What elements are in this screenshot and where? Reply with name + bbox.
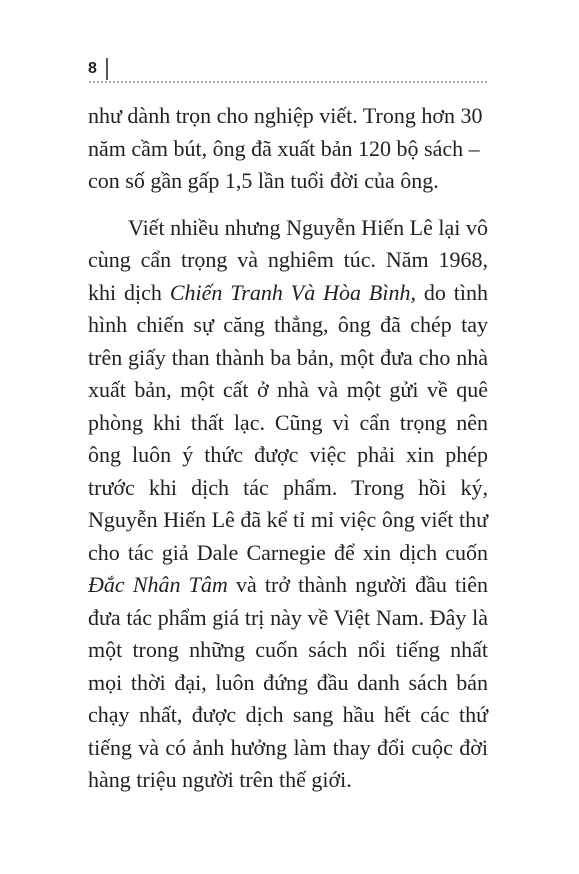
page-header (88, 56, 488, 86)
book-title-dac-nhan-tam: Đắc Nhân Tâm (88, 572, 228, 597)
paragraph-2-text-b: do tình hình chiến sự căng thẳng, ông đã chép tay trên giấy than thành ba bản, một đưa cho nhà xuất bản, một cất ở nhà và một gửi về quê phòng khi thất lạc. Cũng vì cẩn trọng nên ông luôn ý thức được việc phải xin phép trước khi dịch tác phẩm. Trong hồi ký, Nguyễn Hiến Lê đã kể tỉ mỉ việc ông viết thư cho tác giả Dale Carnegie để xin dịch cuốn (88, 279, 488, 565)
header-divider-bar (106, 58, 108, 80)
page-number: 8 (88, 60, 97, 77)
paragraph-2 (88, 212, 488, 797)
paragraph-continued (88, 100, 488, 198)
header-dotted-rule (88, 80, 488, 84)
body-text (88, 100, 488, 797)
book-title-chien-tranh: Chiến Tranh Và Hòa Bình, (169, 279, 416, 305)
paragraph-1-text: như dành trọn cho nghiệp viết. Trong hơn 30 năm cầm bút, ông đã xuất bản 120 bộ sách – con số gần gấp 1,5 lần tuổi đời của ông. (88, 103, 483, 193)
paragraph-2-text-a: Viết nhiều nhưng Nguyễn Hiến Lê lại vô cùng cẩn trọng và nghiêm túc. Năm 1968, khi dịch (88, 214, 488, 305)
paragraph-2-text-c: và trở thành người đầu tiên đưa tác phẩm giá trị này về Việt Nam. Đây là một trong những cuốn sách nổi tiếng nhất mọi thời đại, luôn đứng đầu danh sách bán chạy nhất, được dịch sang hầu hết các thứ tiếng và có ảnh hưởng làm thay đổi cuộc đời hàng triệu người trên thế giới. (88, 572, 489, 792)
